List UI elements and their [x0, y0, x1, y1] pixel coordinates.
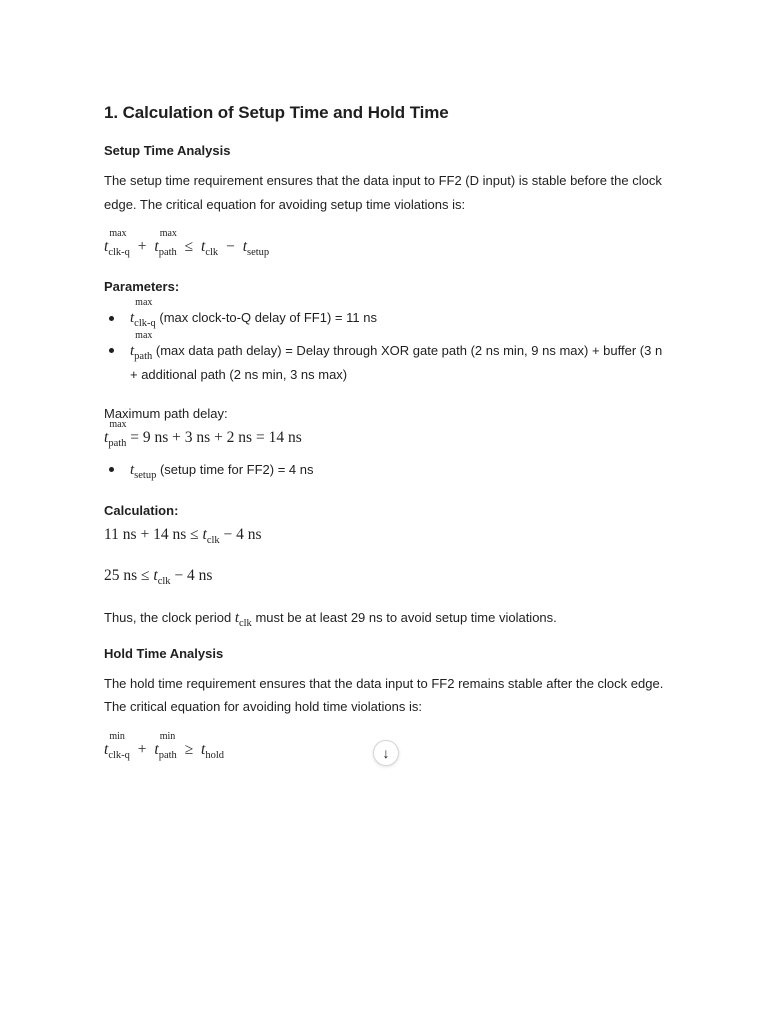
math-sub: clk — [238, 618, 252, 629]
math-t: t — [154, 238, 159, 255]
max-path-label: Maximum path delay: — [104, 406, 228, 421]
math-sub: path — [158, 750, 177, 761]
math-op: + — [137, 741, 147, 758]
page-title: 1. Calculation of Setup Time and Hold Time — [104, 103, 449, 122]
math-sub: hold — [205, 750, 225, 761]
math-sup: max — [109, 228, 127, 239]
math-sub: clk — [206, 535, 220, 546]
math-sub: path — [108, 438, 127, 449]
bullet-dot — [109, 316, 114, 321]
max-path-eq-text: = 9 ns + 3 ns + 2 ns = 14 ns — [130, 429, 302, 446]
setup-equation — [104, 228, 270, 258]
math-t: t — [201, 741, 206, 758]
conclusion-pre: Thus, the clock period — [104, 610, 232, 625]
bullet-dot — [109, 467, 114, 472]
bullet1-text: (max clock-to-Q delay of FF1) = 11 ns — [159, 310, 377, 325]
math-sup: max — [135, 330, 153, 341]
math-sub: path — [158, 247, 177, 258]
param-bullet-2 — [130, 330, 663, 363]
math-op: − — [226, 238, 235, 255]
math-sup: max — [159, 228, 177, 239]
math-sub: path — [134, 351, 153, 362]
hold-heading: Hold Time Analysis — [104, 646, 224, 661]
math-sup: max — [109, 419, 127, 430]
calc-eq1-left: 11 ns + 14 ns ≤ — [104, 526, 199, 543]
max-path-equation — [104, 419, 302, 449]
math-t: t — [104, 238, 109, 255]
setup-heading: Setup Time Analysis — [104, 143, 231, 158]
setup-paragraph-line2: edge. The critical equation for avoiding setup time violations is: — [104, 197, 466, 212]
hold-paragraph-line2: The critical equation for avoiding hold time violations is: — [104, 699, 422, 714]
math-t: t — [154, 741, 159, 758]
math-sup: max — [135, 297, 153, 308]
setup-paragraph-line1: The setup time requirement ensures that the data input to FF2 (D input) is stable before the clock — [104, 173, 662, 188]
hold-equation — [104, 731, 225, 761]
setup-conclusion — [104, 606, 557, 635]
scroll-down-button[interactable] — [373, 740, 399, 766]
arrow-down-icon: ↓ — [382, 745, 390, 761]
bullet2-line2: + additional path (2 ns min, 3 ns max) — [130, 367, 348, 382]
param-bullet-3 — [130, 458, 314, 487]
math-t: t — [153, 567, 158, 584]
bullet2-text: (max data path delay) = Delay through XOR gate path (2 ns min, 9 ns max) + buffer (3 n — [155, 343, 663, 358]
calc-eq2-left: 25 ns ≤ — [104, 567, 150, 584]
math-t: t — [104, 741, 109, 758]
math-t: t — [130, 462, 135, 478]
parameters-label: Parameters: — [104, 279, 180, 294]
calc-eq1-right: − 4 ns — [223, 526, 262, 543]
math-sub: setup — [134, 470, 157, 481]
hold-paragraph-line1: The hold time requirement ensures that the data input to FF2 remains stable after the clock edge. — [104, 676, 664, 691]
math-sub: clk — [205, 247, 219, 258]
math-t: t — [234, 610, 239, 626]
math-sub: clk-q — [108, 750, 130, 761]
math-t: t — [201, 238, 206, 255]
calc-equation-1 — [104, 526, 262, 546]
calculation-label: Calculation: — [104, 503, 179, 518]
calc-equation-2 — [104, 567, 212, 587]
math-op: ≤ — [184, 238, 194, 255]
math-sub: setup — [247, 247, 270, 258]
conclusion-post: must be at least 29 ns to avoid setup time violations. — [255, 610, 557, 625]
param-bullet-1 — [130, 297, 377, 330]
math-op: + — [137, 238, 147, 255]
math-sub: clk — [157, 576, 171, 587]
math-t: t — [130, 343, 135, 359]
calc-eq2-right: − 4 ns — [174, 567, 213, 584]
math-sup: min — [109, 731, 125, 742]
math-t: t — [130, 310, 135, 326]
math-t: t — [202, 526, 207, 543]
bullet3-text: (setup time for FF2) = 4 ns — [159, 462, 314, 477]
math-t: t — [104, 429, 109, 446]
bullet-dot — [109, 348, 114, 353]
math-op: ≥ — [184, 741, 194, 758]
math-sup: min — [159, 731, 176, 742]
math-t: t — [242, 238, 247, 255]
math-sub: clk-q — [134, 318, 156, 329]
math-sub: clk-q — [108, 247, 130, 258]
